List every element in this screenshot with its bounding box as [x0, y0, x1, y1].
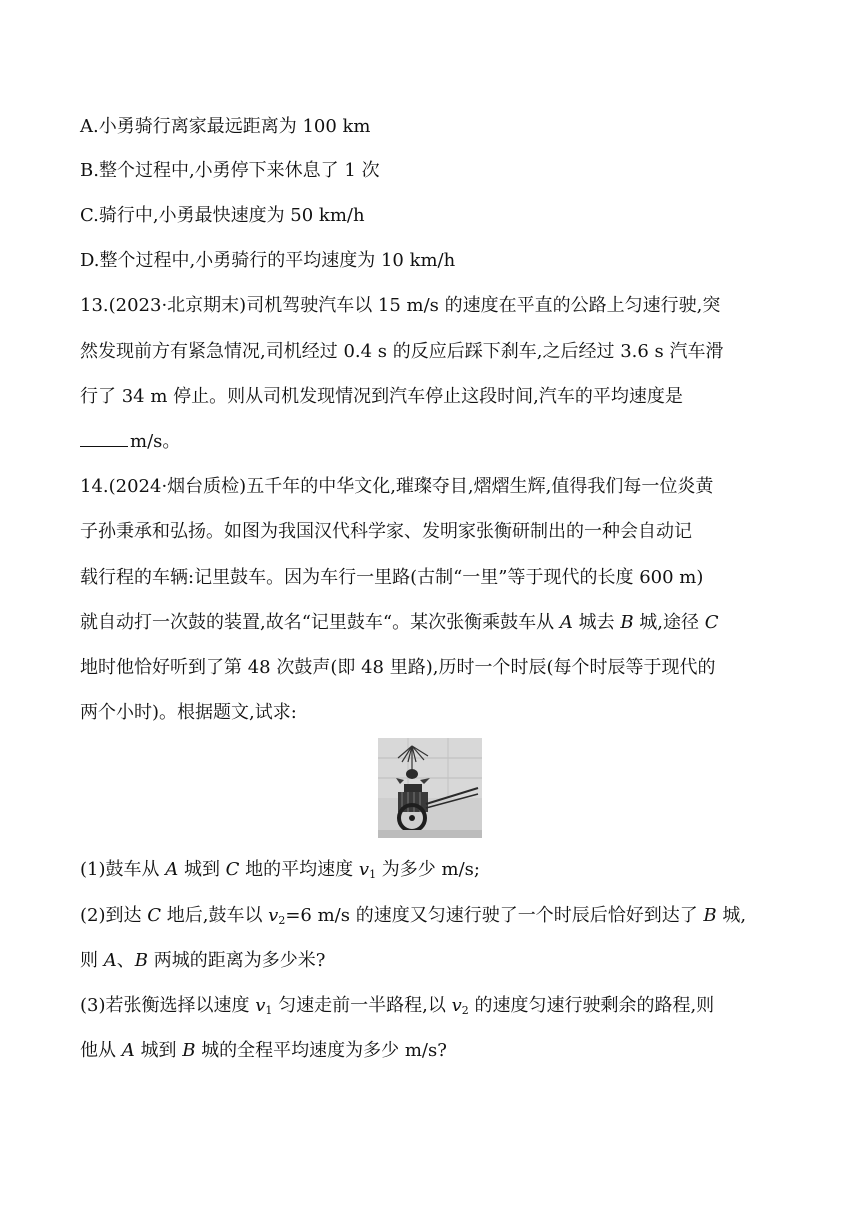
symbol-v: v — [358, 859, 370, 880]
text-span: 城的全程平均速度为多少 m/s? — [195, 1040, 447, 1061]
text-span: 他从 — [80, 1040, 122, 1061]
text-span: =6 m/s 的速度又匀速行驶了一个时辰后恰好到达了 — [285, 905, 704, 926]
option-b: B.整个过程中,小勇停下来休息了 1 次 — [80, 160, 380, 181]
symbol-b: B — [703, 905, 717, 926]
q14-part-2-line-2 — [80, 946, 780, 976]
option-a: A.小勇骑行离家最远距离为 100 km — [80, 116, 371, 137]
answer-blank[interactable] — [80, 428, 128, 447]
q14-part-3-line-1 — [80, 991, 780, 1026]
text-span: (3)若张衡选择以速度 — [80, 995, 256, 1016]
text-span: 则 — [80, 950, 104, 971]
q14-part-3-line-2 — [80, 1036, 780, 1066]
q13-line-4 — [80, 427, 780, 457]
symbol-v: v — [255, 995, 266, 1016]
text-span: 就自动打一次鼓的装置,故名“记里鼓车“。某次张衡乘鼓车从 — [80, 612, 560, 633]
symbol-v: v — [451, 995, 462, 1016]
text-span: 城去 — [572, 612, 621, 633]
symbol-a: A — [121, 1040, 135, 1061]
q14-line-5: 地时他恰好听到了第 48 次鼓声(即 48 里路),历时一个时辰(每个时辰等于现代的 — [80, 657, 716, 678]
q14-line-3: 载行程的车辆:记里鼓车。因为车行一里路(古制“一里”等于现代的长度 600 m) — [80, 567, 704, 588]
option-c: C.骑行中,小勇最快速度为 50 km/h — [80, 205, 365, 226]
drum-cart-illustration — [378, 738, 482, 838]
q14-part-1 — [80, 855, 780, 890]
symbol-b: B — [182, 1040, 196, 1061]
text-span: 、 — [116, 950, 135, 971]
symbol-a: A — [165, 859, 179, 880]
text-span: 两城的距离为多少米? — [147, 950, 326, 971]
subscript-2: 2 — [461, 1004, 469, 1017]
symbol-b: B — [134, 950, 148, 971]
text-span: (1)鼓车从 — [80, 859, 166, 880]
q14-line-4 — [80, 608, 780, 638]
text-span: 地后,鼓车以 — [161, 905, 269, 926]
symbol-a: A — [559, 612, 573, 633]
q13-unit: m/s。 — [130, 431, 181, 452]
text-span: 为多少 m/s; — [376, 859, 480, 880]
symbol-c: C — [147, 905, 161, 926]
q14-line-2: 子孙秉承和弘扬。如图为我国汉代科学家、发明家张衡研制出的一种会自动记 — [80, 521, 692, 542]
q14-part-2-line-1 — [80, 901, 780, 936]
text-span: (2)到达 — [80, 905, 148, 926]
subscript-2: 2 — [278, 914, 286, 927]
text-span: 城,途径 — [633, 612, 705, 633]
subscript-1: 1 — [265, 1004, 273, 1017]
symbol-v: v — [268, 905, 279, 926]
symbol-b: B — [620, 612, 634, 633]
symbol-a: A — [103, 950, 117, 971]
symbol-c: C — [704, 612, 719, 633]
subscript-1: 1 — [369, 868, 377, 881]
option-d: D.整个过程中,小勇骑行的平均速度为 10 km/h — [80, 250, 456, 271]
text-span: 地的平均速度 — [239, 859, 359, 880]
symbol-c: C — [225, 859, 240, 880]
drum-cart-photo — [378, 738, 482, 838]
text-span: 匀速走前一半路程,以 — [272, 995, 452, 1016]
q13-line-3: 行了 34 m 停止。则从司机发现情况到汽车停止这段时间,汽车的平均速度是 — [80, 386, 683, 407]
text-span: 城到 — [134, 1040, 183, 1061]
q14-line-1: 14.(2024·烟台质检)五千年的中华文化,璀璨夺目,熠熠生辉,值得我们每一位炎黄 — [80, 476, 714, 497]
text-span: 的速度匀速行驶剩余的路程,则 — [468, 995, 715, 1016]
text-span: 城, — [716, 905, 747, 926]
q13-line-1: 13.(2023·北京期末)司机驾驶汽车以 15 m/s 的速度在平直的公路上匀速行驶,突 — [80, 295, 721, 316]
text-span: 城到 — [178, 859, 226, 880]
q14-line-6: 两个小时)。根据题文,试求: — [80, 702, 297, 723]
q13-line-2: 然发现前方有紧急情况,司机经过 0.4 s 的反应后踩下刹车,之后经过 3.6 s 汽车滑 — [80, 341, 724, 362]
